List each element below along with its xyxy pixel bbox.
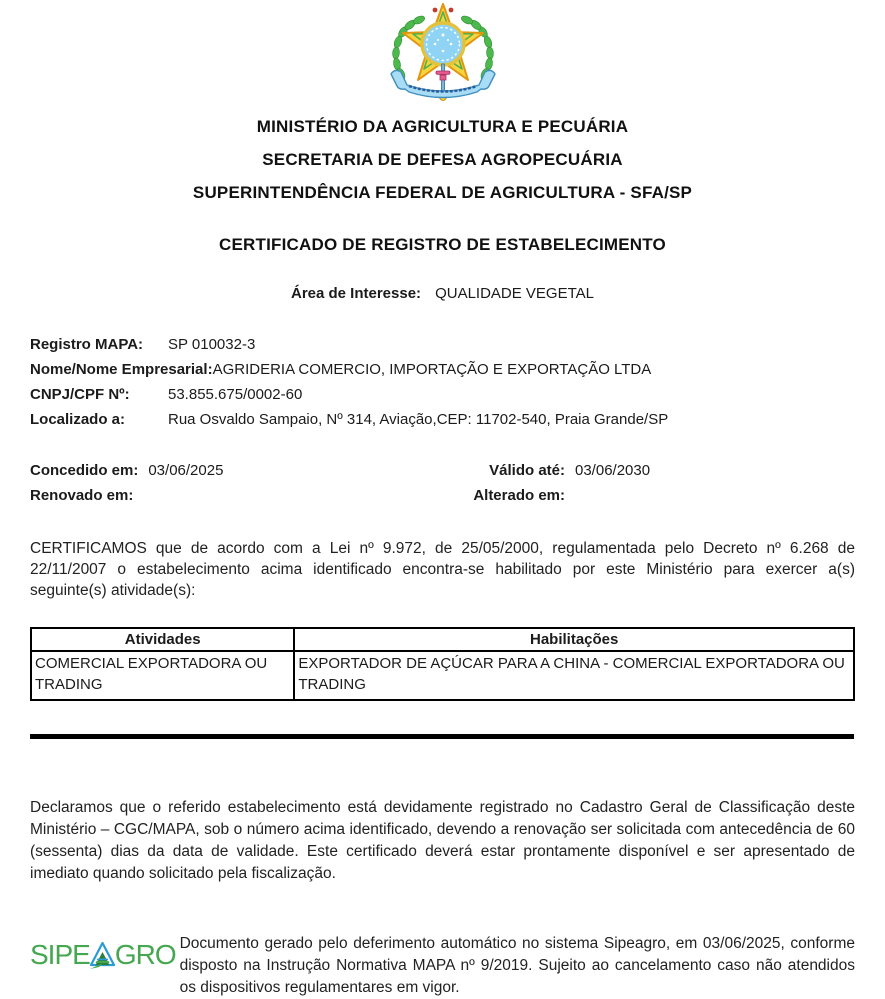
altered-date [455,483,855,508]
column-header-atividades: Atividades [31,628,294,651]
activities-table [30,627,855,701]
field-label: Nome/Nome Empresarial: [30,361,213,378]
footer-section [30,933,855,999]
table-row [31,651,854,700]
field-label: CNPJ/CPF Nº: [30,386,130,403]
cell-habilitacao: EXPORTADOR DE AÇÚCAR PARA A CHINA - COMERCIAL EXPORTADORA OU TRADING [294,651,854,700]
granted-date [30,458,455,483]
area-of-interest-label: Área de Interesse: [290,285,422,302]
field-nome-empresarial [30,357,855,382]
renewed-label: Renovado em: [30,487,134,504]
superintendence-name: SUPERINTENDÊNCIA FEDERAL DE AGRICULTURA - SFA/SP [192,183,693,202]
table-header-row [31,628,854,651]
document-title: CERTIFICADO DE REGISTRO DE ESTABELECIMENTO [219,235,666,254]
granted-label: Concedido em: [30,462,139,479]
registration-fields [30,332,855,432]
cell-atividade: COMERCIAL EXPORTADORA OU TRADING [31,651,294,700]
field-label: Registro MAPA: [30,336,144,353]
sipeagro-logo [30,939,176,971]
renewed-date [30,483,455,508]
field-value: 53.855.675/0002-60 [168,386,303,403]
field-cnpj-cpf [30,382,855,407]
field-label: Localizado a: [30,411,126,428]
column-header-habilitacoes: Habilitações [294,628,854,651]
area-of-interest-value: QUALIDADE VEGETAL [435,285,594,302]
declaration-paragraph: Declaramos que o referido estabelecimento está devidamente registrado no Cadastro Geral de Classificação deste Ministério – CGC/MAPA, sob o número acima identificado, devendo a renovação ser solicitada com antecedência de 60 (sessenta) dias da data de validade. Este certificado deverá estar prontamente disponível e ser apresentado de imediato quando solicitado pela fiscalização. [30,799,855,882]
field-localizado [30,407,855,432]
brazil-coat-of-arms-icon [377,2,509,106]
divider-rule [30,734,854,739]
area-of-interest [30,285,855,302]
valid-until-date [455,458,855,483]
government-header [30,110,855,209]
field-value: AGRIDERIA COMERCIO, IMPORTAÇÃO E EXPORTAÇÃO LTDA [212,361,652,378]
altered-value [565,483,575,508]
sipeagro-triangle-icon [89,940,116,970]
field-value: SP 010032-3 [168,336,256,353]
coat-of-arms [30,0,855,106]
granted-value: 03/06/2025 [148,462,224,479]
field-registro-mapa [30,332,855,357]
valid-until-label: Válido até: [489,462,565,479]
ministry-name: MINISTÉRIO DA AGRICULTURA E PECUÁRIA [256,117,629,136]
sipeagro-logo-text-right: GRO [114,939,176,970]
renewed-value [133,483,143,508]
footer-paragraph: Documento gerado pelo deferimento automático no sistema Sipeagro, em 03/06/2025, conforme disposto na Instrução Normativa MAPA nº 9/2019. Sujeito ao cancelamento caso não atendidos os dispositivos regulamentares em vigor. [179,935,855,996]
valid-until-value: 03/06/2030 [575,462,651,479]
field-value: Rua Osvaldo Sampaio, Nº 314, Aviação,CEP: 11702-540, Praia Grande/SP [168,411,669,428]
certification-paragraph: CERTIFICAMOS que de acordo com a Lei nº 9.972, de 25/05/2000, regulamentada pelo Decreto nº 6.268 de 22/11/2007 o estabelecimento acima identificado encontra-se habilitado por este Ministério para exercer a(s) seguinte(s) atividade(s): [30,540,855,599]
secretariat-name: SECRETARIA DE DEFESA AGROPECUÁRIA [262,150,623,169]
sipeagro-logo-text-left: SIPE [30,939,90,970]
altered-label: Alterado em: [473,487,565,504]
dates-section [30,458,855,508]
